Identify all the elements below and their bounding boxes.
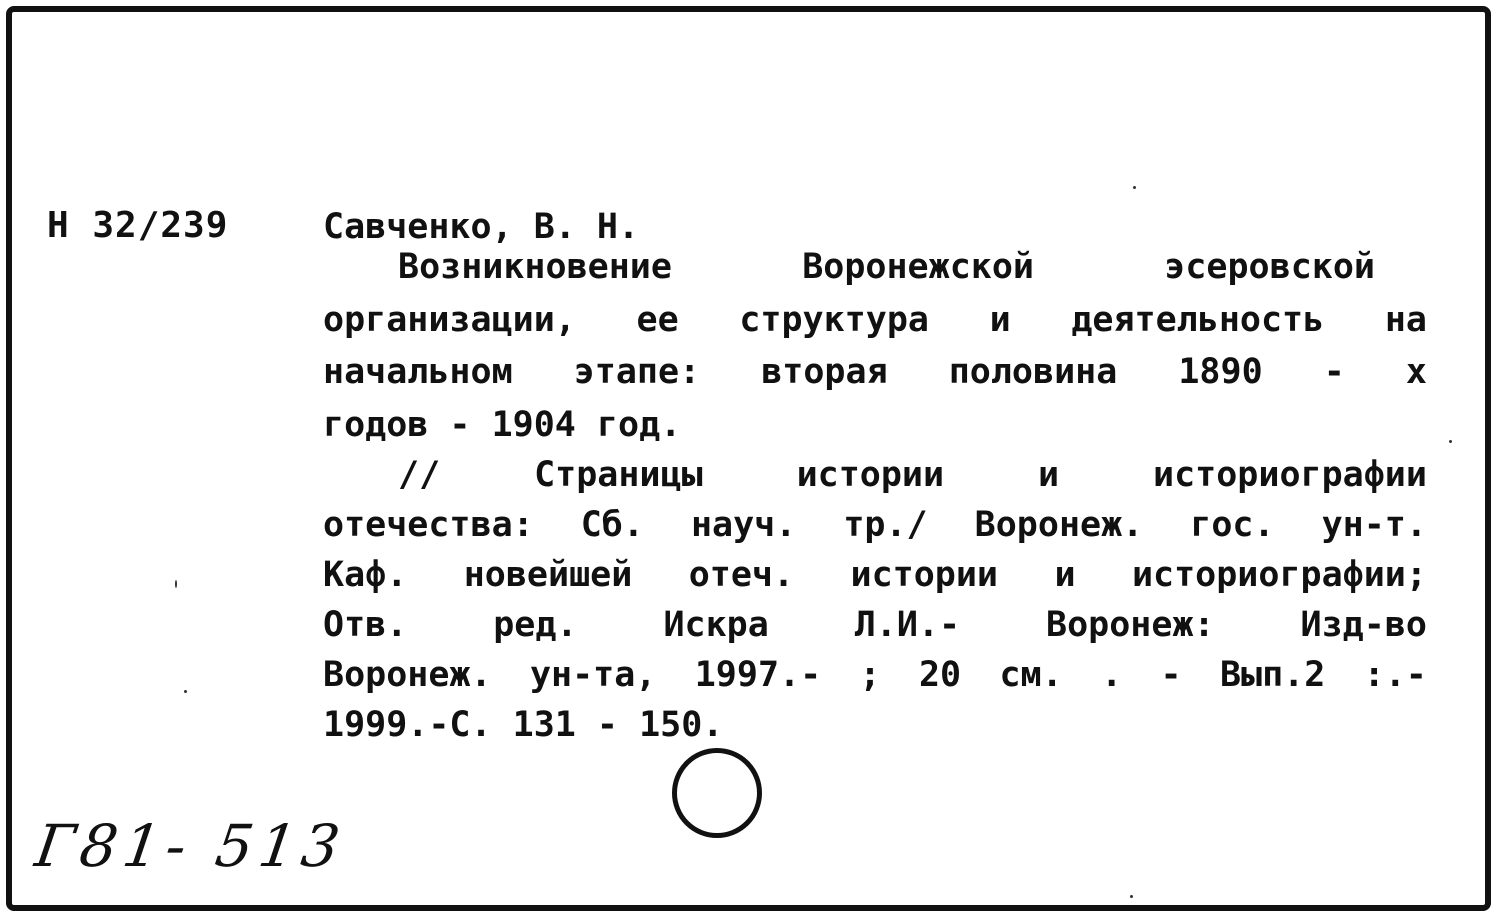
- card-word: и: [1054, 555, 1076, 595]
- card-word: новейшей: [463, 555, 633, 595]
- card-word: на: [1384, 300, 1427, 340]
- source-line-5: [323, 655, 1427, 695]
- card-word: гос.: [1190, 505, 1275, 545]
- source-line-3: [323, 555, 1427, 595]
- title-line-1: [398, 247, 1375, 287]
- card-word: годов - 1904 год.: [323, 405, 682, 445]
- card-word: тр./: [843, 505, 928, 545]
- card-word: ун-та,: [529, 655, 657, 695]
- title-line-3: [323, 352, 1427, 392]
- card-word: //: [398, 455, 441, 495]
- card-word: Каф.: [323, 555, 408, 595]
- card-word: х: [1405, 352, 1427, 392]
- source-line-6: [323, 705, 724, 745]
- card-word: Отв.: [323, 605, 408, 645]
- card-word: Искра: [663, 605, 769, 645]
- card-word: эсеровской: [1164, 247, 1375, 287]
- stamp-circle: [672, 748, 762, 838]
- card-word: структура: [739, 300, 929, 340]
- card-word: Л.И.-: [854, 605, 961, 645]
- scan-speck: [1449, 440, 1452, 443]
- card-word: 1890: [1178, 352, 1263, 392]
- card-word: и: [1038, 455, 1060, 495]
- scan-speck: [175, 580, 177, 588]
- card-word: :.-: [1363, 655, 1427, 695]
- card-word: отечества:: [323, 505, 534, 545]
- card-word: Страницы: [534, 455, 703, 495]
- card-word: ;: [859, 655, 881, 695]
- title-line-4: [323, 405, 682, 445]
- card-word: ред.: [493, 605, 578, 645]
- card-word: истории: [796, 455, 945, 495]
- card-word: .: [1101, 655, 1123, 695]
- card-word: историографии;: [1131, 555, 1427, 595]
- card-word: науч.: [690, 505, 797, 545]
- card-word: см.: [999, 655, 1063, 695]
- card-word: вторая: [761, 352, 888, 392]
- card-word: -: [1160, 655, 1182, 695]
- card-word: половина: [948, 352, 1118, 392]
- card-word: 1999.-С. 131 - 150.: [323, 705, 724, 745]
- card-word: начальном: [323, 352, 513, 392]
- scan-speck: [1133, 186, 1136, 189]
- card-word: Воронеж:: [1046, 605, 1215, 645]
- card-word: Воронеж.: [974, 505, 1144, 545]
- card-word: организации,: [323, 300, 576, 340]
- card-word: 20: [918, 655, 962, 695]
- card-word: Воронежской: [802, 247, 1034, 287]
- scan-speck: [184, 690, 187, 693]
- card-word: Сб.: [580, 505, 644, 545]
- shelfmark: Н 32/239: [47, 205, 229, 246]
- handwritten-note: Г81- 513: [31, 812, 350, 880]
- scan-speck: [1130, 895, 1133, 898]
- card-word: и: [989, 300, 1011, 340]
- card-word: этапе:: [573, 352, 701, 392]
- card-word: Вып.2: [1219, 655, 1326, 695]
- title-line-2: [323, 300, 1427, 340]
- source-line-1: [398, 455, 1427, 495]
- author-line: Савченко, В. Н.: [323, 207, 640, 247]
- source-line-2: [323, 505, 1427, 545]
- card-word: 1997.-: [694, 655, 822, 695]
- card-word: Возникновение: [398, 247, 672, 287]
- card-word: Воронеж.: [323, 655, 492, 695]
- card-word: -: [1323, 352, 1345, 392]
- card-word: отеч.: [688, 555, 795, 595]
- card-word: Изд-во: [1300, 605, 1427, 645]
- card-word: истории: [850, 555, 999, 595]
- card-word: ее: [636, 300, 679, 340]
- card-word: ун-т.: [1321, 505, 1427, 545]
- source-line-4: [323, 605, 1427, 645]
- card-word: историографии: [1153, 455, 1427, 495]
- card-word: деятельность: [1071, 300, 1325, 340]
